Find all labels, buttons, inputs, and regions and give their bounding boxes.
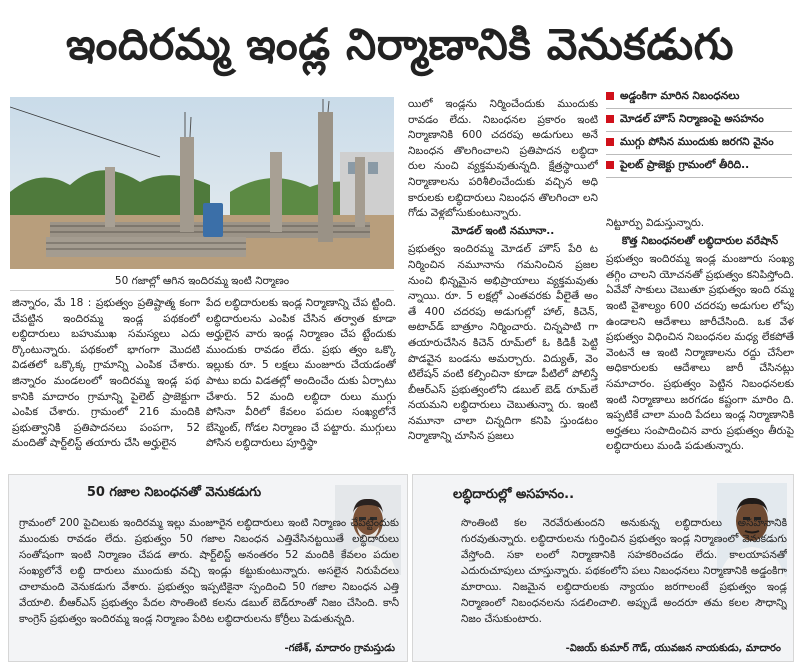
highlights-list bbox=[606, 86, 792, 178]
construction-site-image bbox=[10, 97, 394, 269]
highlight-item: ముగ్గు పోసిన ముందుకు జరగని వైనం bbox=[606, 132, 792, 155]
highlight-item: పైలట్ ప్రాజెక్టు గ్రామంలో తీరిది.. bbox=[606, 155, 792, 178]
quote-box-title: లబ్ధిదారుల్లో అసహనం.. bbox=[453, 487, 575, 502]
subheading-new-rules: కొత్త నిబంధనలతో లబ్ధిదారుల వరేషాన్ bbox=[621, 234, 779, 247]
quote-box-text-full: సొంతింటి కల నెరవేరుతుందని అనుకున్న లబ్ధిదారులు అసహనానికి గురవుతున్నారు. లబ్ధిదారులను గుర్తించిన ప్రభుత్వం ఇండ్ల నిర్మాణంలో వెనుకడుగు వేస్తోంది. సకా లంలో నిర్మాణానికి సహకరించడం లేదు. కాలయాపనతో ఎదురుచూపులు చూస్తున్నారు. పథకంలోని పలు నిబంధనలు నిర్మాణానికి అడ్డంకిగా మారాయి. నిజమైన లబ్ధిదారులకు న్యాయం జరగాలంటే ప్రభుత్వం ఇండ్ల నిర్మాణంలో నిబంధనలను సడలించాలి. అప్పుడే అందరూ తమ కలల సౌధాన్ని నిజం చేసుకుంటారు. bbox=[461, 517, 787, 625]
subheading-model-house: మోడల్ ఇంటి నమూనా.. bbox=[451, 224, 555, 237]
bullet-square-icon bbox=[606, 161, 614, 169]
quote-credit: -గణేశ్, మాదారం గ్రామస్తుడు bbox=[284, 643, 395, 654]
quote-box-text: గ్రామంలో 200 పైచిలుకు ఇందిరమ్మ ఇల్లు మంజూరైన లబ్ధిదారులు ఇంటి నిర్మాణం చేపట్టేందుకు ముందుకు రావడం లేదు. ప్రభుత్వం 50 గజాల నిబంధన ఎత్తివేసినట్టయితే లబ్ధిదారులు సంతోషంగా ఇంటి నిర్మాణం చేపడ తారు. షార్ట్‌లిస్ట్ అనంతరం 52 మందికి కేవలం పదుల సంఖ్యలోనే లబ్ధి దారులు ముందుకు వచ్చి ఇండ్లు కట్టుకుంటున్నారు. అసలైన నిరుపేదలు చాలామంది వెనుకడుగు వేశారు. ప్రభుత్వం ఇప్పటికైనా స్పందించి 50 గజాల నిబంధన ఎత్తి వేయాలి. బీఆర్ఎస్ ప్రభుత్వం పేదల సొంతింటి కలను డబుల్ బెడ్‌రూంతో నిజం చేసింది. కానీ కాంగ్రెస్ ప్రభుత్వం ఇందిరమ్మ ఇండ్ల నిర్మాణం పేరిట లబ్ధిదారులను కోర్రీలు పెడుతున్నది. bbox=[19, 517, 399, 625]
article-column-1: జిన్నారం, మే 18 : ప్రభుత్వం ప్రతిష్టాత్మ కంగా చేపట్టిన ఇందిరమ్మ ఇండ్ల పథకంలో లబ్ధిదారులు బహుముఖ సమస్యలు ఎదు ర్కొంటున్నారు. పథకంలో భాగంగా మొదటి విడతలో ఒక్కొక్క గ్రామాన్ని ఎంపిక చేశారు. జిన్నారం మండలంలో ఇందిరమ్మ ఇండ్ల పథ కానికి మాదారం గ్రామాన్ని పైలెట్ ప్రాజెక్టుగా ఎంపిక చేశారు. గ్రామంలో 216 మందికి ప్రభుత్వానికి ప్రతిపాదనలు పంపగా, 52 మందితో షార్ట్‌లిస్ట్ తయారు చేసి అర్హులైన bbox=[12, 297, 200, 450]
headline: ఇందిరమ్మ ఇండ్ల నిర్మాణానికి వెనుకడుగు bbox=[65, 20, 735, 70]
highlight-item: అడ్డంకిగా మారిన నిబంధనలు bbox=[606, 86, 792, 109]
bullet-square-icon bbox=[606, 92, 614, 100]
article-column-4: నిట్టూర్పు విడుస్తున్నారు. కొత్త నిబంధనలతో లబ్ధిదారుల వరేషాన్ ప్రభుత్వం ఇందిరమ్మ ఇండ్ల మంజూరు సంఖ్య తగ్గిం చాలని యోచనతో ప్రభుత్వం కనిపిస్తోంది. ఏవేవో సాకులు చెబుతూ ప్రభుత్వం ఇంది రమ్మ ఇంటి వైశాల్యం 600 చదరపు అడుగుల లోపు ఉండాలని ఆదేశాలు జారీచేసింది. ఒక వేళ ప్రభుత్వం విధించిన నిబంధనల మధ్య లేకపోతే వెంటనే ఆ ఇంటి నిర్మాణాలను రద్దు చేసేలా అధికారులకు ఆదేశాలు జారీ చేసినట్లు సమాచారం. ప్రభుత్వం పెట్టిన నిబంధనలకు ఇంటి నిర్మాణాలు జరగడం కష్టంగా మారిం ది. ఇప్పటికే చాలా మంది పేదలు ఇండ్ల నిర్మాణానికి అర్హతలు సంపాదించిన వారు ప్రభుత్వం తీరుపై లబ్ధిదారులు మండి పడుతున్నారు. bbox=[606, 217, 794, 453]
bullet-square-icon bbox=[606, 115, 614, 123]
bullet-square-icon bbox=[606, 138, 614, 146]
photo-caption: 50 గజాల్లో ఆగిన ఇందిరమ్మ ఇంటి నిర్మాణం bbox=[10, 271, 394, 291]
article-column-2: పేద లబ్ధిదారులకు ఇండ్ల నిర్మాణాన్ని చేప ట్టింది. లబ్ధిదారులను ఎంపిక చేసిన తర్వాత కూడా అర్హులైన వారు ఇండ్ల నిర్మాణం చేప ట్టేందుకు ముందుకు రావడం లేదు. ప్రభు త్వం ఒక్కొ ఇల్లుకు రూ. 5 లక్షలు మంజూరు చేయడంతో పాటు ఐదు విడతల్లో అందించేం దుకు ఏర్పాటు చేశారు. 52 మంది లబ్ధిదా రులు ముగ్గు పోసినా వీరిలో కేవలం పదుల సంఖ్యలోనే బేస్మెంట్, గోడల నిర్మాణం చే పట్టారు. ముగ్గులు పోసిన లబ్ధిదారులు పూర్తిస్థా bbox=[206, 297, 396, 450]
highlight-item: మోడల్ హౌస్ నిర్మాణంపై అసహనం bbox=[606, 109, 792, 132]
construction-photo bbox=[10, 97, 394, 269]
article-column-3: యిలో ఇండ్లను నిర్మించేందుకు ముందుకు రావడం లేదు. నిబంధనల ప్రకారం ఇంటి నిర్మాణానికి 600 చదరపు అడుగులు అనే నిబంధన తొలగించాలని ప్రతిపాదన లబ్ధిదా రుల నుంచి వ్యక్తమవుతున్నది. క్షేత్రస్థాయిలో నిర్మాణాలను పరిశీలించేందుకు వచ్చిన అధి కారులకు లబ్ధిదారులు నిబంధన తొలగించా లని గోడు వెళ్లబోసుకుంటున్నారు. మోడల్ ఇంటి నమూనా.. ప్రభుత్వం ఇందిరమ్మ మోడల్ హౌస్ పేరి ట నిర్మించిన నమూనాను గమనించిన ప్రజల నుంచి భిన్నమైన అభిప్రాయాలు వ్యక్తమవుతు న్నాయి. రూ. 5 లక్షల్లో ఎంతవరకు వీలైతే అం తే 400 చదరపు అడుగుల్లో హాల్, కిచెన్, అటాచ్‌డ్ బాత్రూం నిర్మించారు. చిన్నపాటి గా తయారుచేసిన కిచెన్ రూమ్‌లో ఓ కిడికీ పెట్టి పొడవైన బండను అమర్చారు. విద్యుత్, వెం టిలేషన్ వంటి కల్పించినా కూడా పీటిలో పోలిస్తే బీఆర్ఎస్ ప్రభుత్వంలోని డబుల్ బెడ్ రూమ్‌లే నయమని లబ్ధిదారులు చెబుతున్నా రు. ఇంటి నమూనా చాలా చిన్నదిగా కనిపి స్తుండటం నిర్మాణాన్ని చూసిన ప్రజలు bbox=[408, 98, 598, 443]
quote-box-title: 50 గజాల నిబంధనతో వెనుకడుగు bbox=[86, 485, 262, 500]
quote-box-ganesh bbox=[8, 474, 408, 662]
quote-credit: -విజయ్ కుమార్ గౌడ్, యువజన నాయకుడు, మాదారం bbox=[565, 643, 781, 654]
quote-box-vijay bbox=[412, 474, 794, 662]
